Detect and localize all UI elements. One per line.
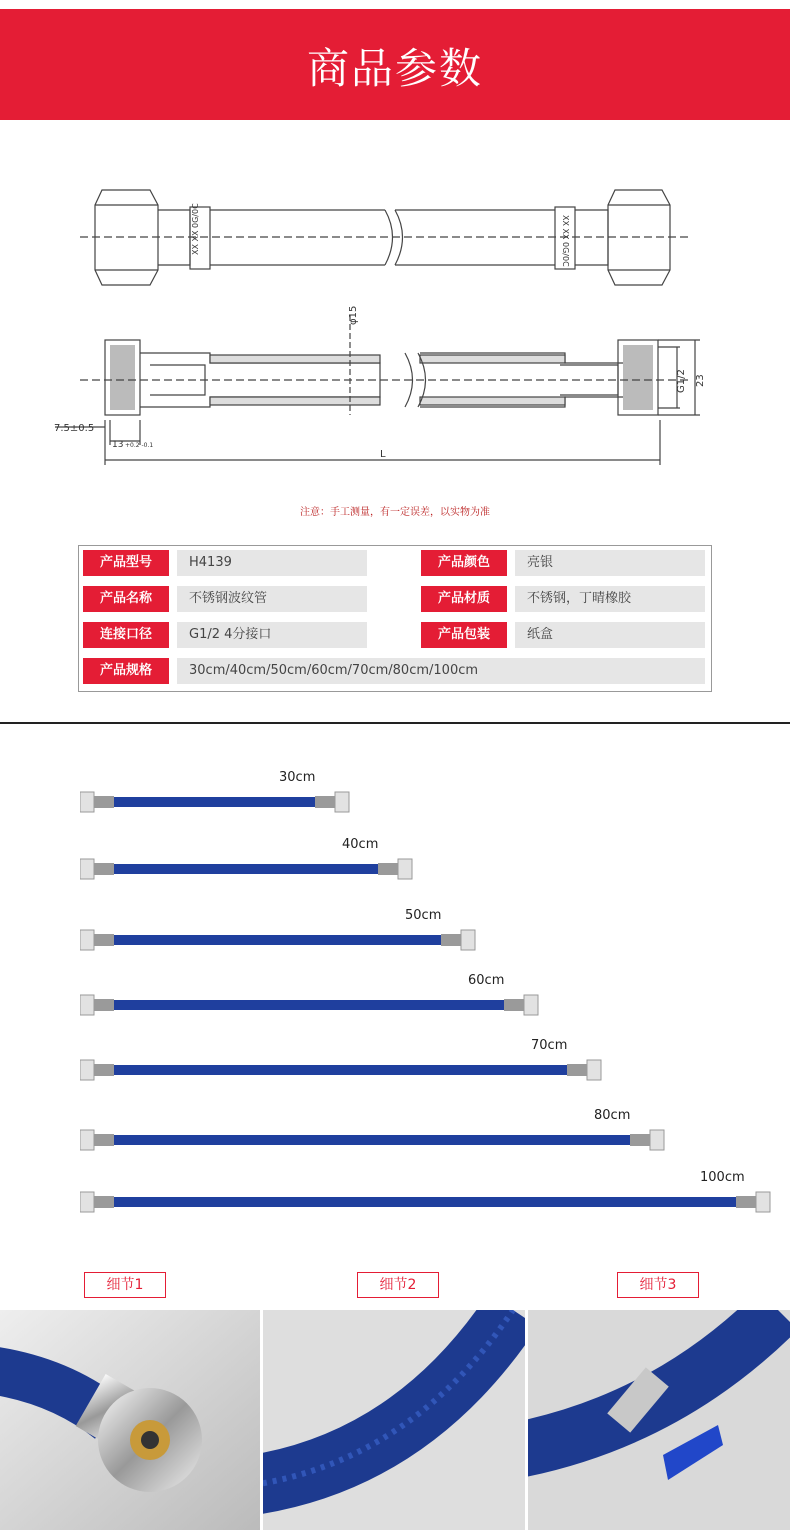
hose-nut-right (335, 792, 349, 812)
hose-ferrule-left (94, 796, 114, 808)
detail-photo-3 (528, 1310, 790, 1530)
spec-label-name: 产品名称 (83, 586, 169, 612)
detail-photo-1 (0, 1310, 260, 1530)
hose-ferrule-right (567, 1064, 587, 1076)
stamp-text-right: XX XX 0G/0C (561, 215, 570, 267)
spec-label-size: 产品规格 (83, 658, 169, 684)
hose-length-label: 60cm (468, 973, 505, 988)
hose-nut-right (524, 995, 538, 1015)
dim-total: 23 (695, 374, 706, 387)
hose-60cm (80, 993, 540, 1017)
spec-label-package: 产品包装 (421, 622, 507, 648)
hose-nut-right (756, 1192, 770, 1212)
hose-nut-left (80, 859, 94, 879)
hose-ferrule-left (94, 863, 114, 875)
hose-ferrule-left (94, 1196, 114, 1208)
hose-40cm (80, 857, 414, 881)
hose-30cm (80, 790, 351, 814)
hose-nut-left (80, 1060, 94, 1080)
dim-diameter: φ15 (348, 305, 359, 325)
hose-ferrule-left (94, 1064, 114, 1076)
hose-body (114, 1197, 736, 1207)
hose-nut-left (80, 792, 94, 812)
spec-value-material: 不锈钢，丁晴橡胶 (515, 586, 705, 612)
section-divider (0, 722, 790, 724)
spec-value-model: H4139 (177, 550, 367, 576)
spec-value-package: 纸盒 (515, 622, 705, 648)
ferrule-left-top (158, 210, 190, 265)
technical-drawing (40, 175, 760, 475)
hose-length-label: 80cm (594, 1108, 631, 1123)
stamp-text-left: XX XX 0G/0C (191, 203, 200, 255)
hose-100cm (80, 1190, 772, 1214)
hose-body (114, 1135, 630, 1145)
hose-50cm (80, 928, 477, 952)
dim-thread: G1/2 (676, 369, 687, 393)
hose-ferrule-right (441, 934, 461, 946)
hose-ferrule-right (504, 999, 524, 1011)
detail-tag-1: 细节1 (84, 1272, 166, 1298)
hose-nut-right (650, 1130, 664, 1150)
hose-length-label: 40cm (342, 837, 379, 852)
hose-ferrule-left (94, 1134, 114, 1146)
spec-label-model: 产品型号 (83, 550, 169, 576)
spec-value-size: 30cm/40cm/50cm/60cm/70cm/80cm/100cm (177, 658, 705, 684)
hose-nut-left (80, 1192, 94, 1212)
hose-length-label: 70cm (531, 1038, 568, 1053)
hose-nut-left (80, 1130, 94, 1150)
detail-tag-2: 细节2 (357, 1272, 439, 1298)
hose-nut-left (80, 995, 94, 1015)
dim-13-tol: +0.2 -0.1 (125, 442, 154, 449)
detail-photo-2 (263, 1310, 525, 1530)
hose-length-label: 50cm (405, 908, 442, 923)
spec-value-name: 不锈钢波纹管 (177, 586, 367, 612)
hose-ferrule-right (630, 1134, 650, 1146)
spec-value-color: 亮银 (515, 550, 705, 576)
measurement-note: 注意：手工测量，有一定误差，以实物为准 (300, 507, 490, 518)
spec-label-color: 产品颜色 (421, 550, 507, 576)
hose-nut-right (587, 1060, 601, 1080)
hose-body (114, 1000, 504, 1010)
hose-length-label: 100cm (700, 1170, 745, 1185)
hose-ferrule-left (94, 999, 114, 1011)
hose-body (114, 797, 315, 807)
dim-length: L (380, 449, 386, 460)
hose-ferrule-right (378, 863, 398, 875)
hose-length-list (0, 760, 790, 1220)
dim-13: 13 (112, 440, 124, 450)
page-title: 商品参数 (306, 44, 483, 93)
hose-ferrule-left (94, 934, 114, 946)
dim-offset: 7.5±0.5 (54, 423, 95, 434)
spec-value-connection: G1/2 4分接口 (177, 622, 367, 648)
hose-ferrule-right (315, 796, 335, 808)
spec-label-material: 产品材质 (421, 586, 507, 612)
hose-body (114, 1065, 567, 1075)
hose-length-label: 30cm (279, 770, 316, 785)
hose-80cm (80, 1128, 666, 1152)
hose-nut-right (398, 859, 412, 879)
hose-nut-right (461, 930, 475, 950)
hose-body (114, 864, 378, 874)
spec-table (78, 545, 712, 692)
spec-label-connection: 连接口径 (83, 622, 169, 648)
detail-tag-3: 细节3 (617, 1272, 699, 1298)
hose-ferrule-right (736, 1196, 756, 1208)
hose-nut-left (80, 930, 94, 950)
hose-body (114, 935, 441, 945)
hose-70cm (80, 1058, 603, 1082)
